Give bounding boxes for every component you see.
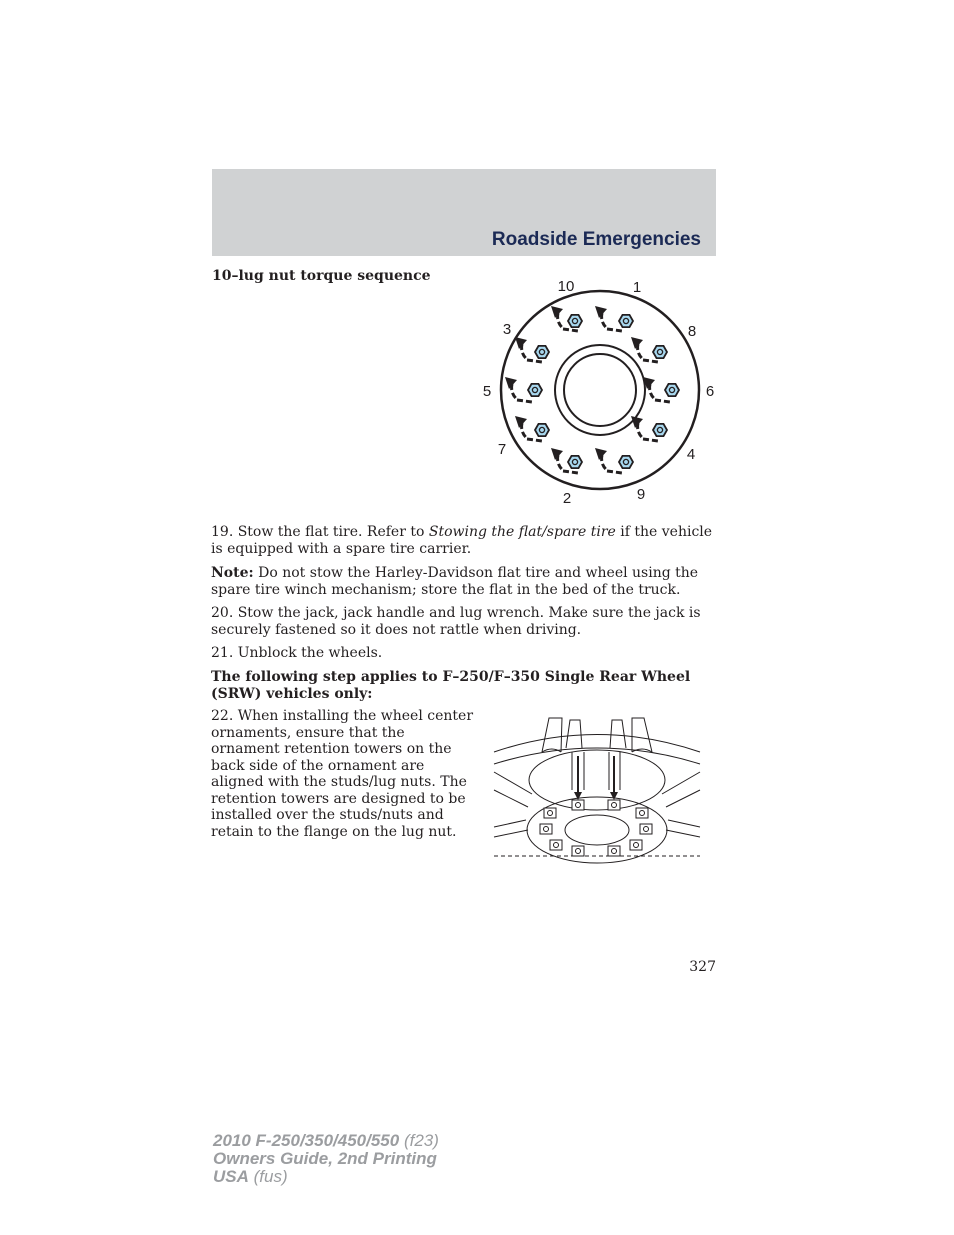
sequence-label-7: 7: [497, 441, 507, 458]
lug-nut: [515, 337, 549, 362]
lug-nut: [631, 337, 667, 362]
footer-market: USA: [213, 1167, 249, 1186]
note-label: Note:: [211, 565, 254, 581]
note-text: Do not stow the Harley-Davidson flat tire and wheel using the spare tire winch mechanism; store the flat in the bed of the truck.: [211, 565, 699, 598]
stowing-flat-spare-tire-reference: Stowing the flat/spare tire: [428, 524, 616, 540]
lug-nut: [643, 377, 679, 402]
footer-market-code: (fus): [248, 1167, 288, 1186]
lug-stud: [640, 824, 652, 834]
lug-stud: [608, 800, 620, 810]
section-header-bar: [212, 169, 716, 256]
footer-model: 2010 F-250/350/450/550: [213, 1131, 400, 1150]
sequence-label-10: 10: [557, 278, 575, 295]
lug-stud: [540, 824, 552, 834]
lug-nut: [551, 448, 582, 473]
step-19-text-start: 19. Stow the flat tire. Refer to: [211, 524, 429, 540]
lug-stud: [572, 800, 584, 810]
footer-model-code: (f23): [399, 1131, 439, 1150]
lug-stud: [636, 808, 648, 818]
lug-nut: [551, 306, 582, 331]
step-22-paragraph: 22. When installing the wheel center ornaments, ensure that the ornament retention towers on the back side of the ornament are aligned with the studs/lug nuts. The retention towers are designed to be installed over the studs/nuts and retain to the flange on the lug nut.: [211, 708, 474, 840]
lug-stud: [608, 846, 620, 856]
sequence-label-8: 8: [687, 323, 697, 340]
lug-stud: [550, 840, 562, 850]
wheel-center-ornament-diagram: [492, 712, 702, 866]
sequence-label-6: 6: [705, 383, 715, 400]
document-footer: [213, 1132, 439, 1186]
lug-stud: [630, 840, 642, 850]
sequence-label-1: 1: [632, 279, 642, 296]
lug-nut: [631, 416, 667, 441]
sequence-label-5: 5: [482, 383, 492, 400]
sequence-label-3: 3: [502, 321, 512, 338]
sequence-label-2: 2: [562, 490, 572, 507]
lug-stud: [572, 846, 584, 856]
footer-guide: Owners Guide, 2nd Printing: [213, 1149, 437, 1168]
lug-nut: [595, 448, 633, 473]
lug-nut: [505, 377, 542, 402]
step-19-paragraph: [211, 524, 716, 557]
sequence-label-4: 4: [686, 446, 696, 463]
lug-nut: [515, 416, 549, 441]
note-paragraph: [211, 565, 716, 598]
step-19-text-end: if the vehicle is equipped with a spare tire carrier.: [211, 524, 713, 557]
lug-stud: [544, 808, 556, 818]
srw-heading: The following step applies to F–250/F–350 Single Rear Wheel (SRW) vehicles only:: [211, 669, 691, 702]
section-title: Roadside Emergencies: [491, 229, 701, 250]
torque-sequence-heading: 10–lug nut torque sequence: [212, 268, 431, 284]
page-number: 327: [689, 959, 716, 975]
lug-nut-torque-sequence-diagram: [478, 272, 718, 508]
step-21-paragraph: 21. Unblock the wheels.: [211, 645, 383, 661]
lug-nut: [595, 306, 633, 331]
sequence-label-9: 9: [636, 486, 646, 503]
step-20-paragraph: 20. Stow the jack, jack handle and lug wrench. Make sure the jack is securely fastened so it does not rattle when driving.: [211, 605, 701, 638]
